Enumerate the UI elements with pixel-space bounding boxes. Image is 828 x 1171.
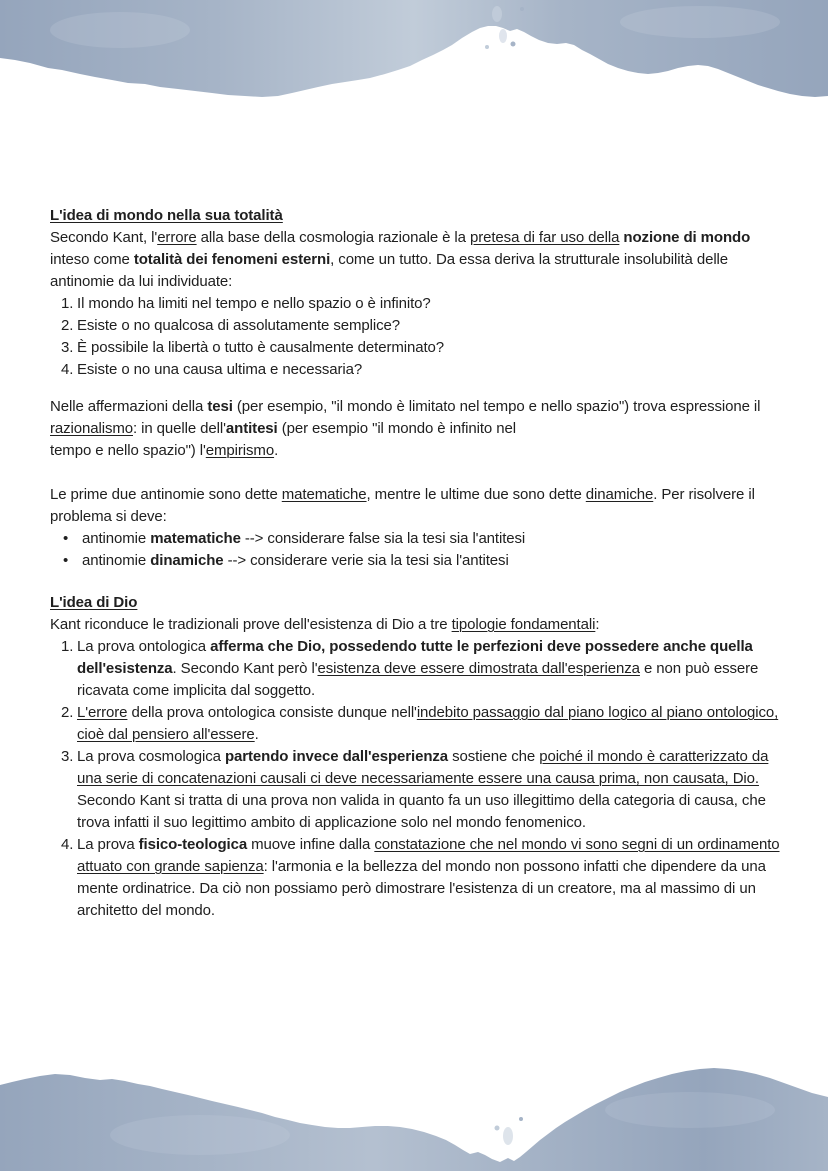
watercolor-bottom-decoration [0,1040,828,1171]
text-run: afferma che Dio, possedendo tutte le perfezioni deve possedere anche quella dell'esistenza [77,638,753,677]
text-run: (per esempio, "il mondo è limitato nel tempo e nello spazio") trova espressione il [232,398,761,415]
bullet-marker: • [63,530,69,547]
text-run: --> considerare false sia la tesi sia l'antitesi [240,530,526,547]
text-run: nozione di mondo [623,229,751,246]
text-run: antinomie [82,552,151,569]
text-run: pretesa di far uso della [469,229,620,246]
list-item [50,834,788,922]
paint-splatter [503,1127,513,1145]
text-run: alla base della cosmologia razionale è la [196,229,470,246]
paragraph [50,614,788,636]
text-run: La prova cosmologica [77,748,225,765]
section-heading [50,592,788,614]
text-run: . [254,726,259,743]
text-run: tipologie fondamentali [451,616,596,633]
bullet-list [50,528,788,572]
text-run: Il mondo ha limiti nel tempo e nello spazio o è infinito? [77,295,431,312]
number-marker: 2. [61,317,74,334]
list-item [50,746,788,834]
text-run: inteso come [50,251,134,268]
text-run: constatazione che nel mondo vi sono segni di un ordinamento attuato con grande sapienza [77,836,780,875]
number-marker: 4. [61,836,74,853]
text-run: . Per risolvere il problema si deve: [50,486,755,525]
list-item [50,702,788,746]
note-content [50,205,788,922]
text-run: È possibile la libertà o tutto è causalmente determinato? [77,339,445,356]
text-run: matematiche [281,486,367,503]
section-heading [50,205,788,227]
list-item [50,337,788,359]
paragraph [50,484,788,528]
text-run: dinamiche [150,552,224,569]
list-item [50,636,788,702]
paint-splatter [519,1117,523,1121]
number-marker: 1. [61,295,74,312]
watercolor-top-decoration [0,0,828,120]
text-run: indebito passaggio dal piano logico al piano ontologico, cioè dal pensiero all'essere [77,704,779,743]
text-run: , mentre le ultime due sono dette [366,486,586,503]
list-item [50,528,788,550]
paint-texture [620,6,780,38]
paint-splatter [485,45,489,49]
list-item [50,359,788,381]
text-run: sostiene che [448,748,540,765]
bullet-marker: • [63,552,69,569]
text-run: tempo e nello spazio") l' [50,442,206,459]
text-run: razionalismo [50,420,133,437]
number-marker: 2. [61,704,74,721]
number-marker: 4. [61,361,74,378]
paragraph [50,396,788,462]
text-run: Kant riconduce le tradizionali prove dell'esistenza di Dio a tre [50,616,452,633]
text-run: Le prime due antinomie sono dette [50,486,282,503]
list-item [50,293,788,315]
paint-texture [110,1115,290,1155]
text-run: muove infine dalla [247,836,375,853]
text-run: Nelle affermazioni della [50,398,208,415]
numbered-list [50,636,788,922]
text-run: Secondo Kant, l' [50,229,158,246]
number-marker: 3. [61,339,74,356]
text-run: La prova ontologica [77,638,211,655]
paint-splatter [499,29,507,43]
text-run: della prova ontologica consiste dunque nell' [127,704,417,721]
text-run: empirismo [205,442,275,459]
text-run: Esiste o no qualcosa di assolutamente semplice? [77,317,400,334]
text-run: e non può essere ricavata come implicita dal soggetto. [77,660,759,699]
text-run: partendo invece dall'esperienza [224,748,449,765]
text-run: L'idea di mondo nella sua totalità [50,207,283,224]
paint-splatter [511,42,516,47]
text-run: Secondo Kant si tratta di una prova non valida in quanto fa un uso illegittimo della categoria di causa, che trova infatti il suo legittimo ambito di applicazione solo nel mondo fenomenico. [77,792,766,831]
paint-splatter [492,6,502,22]
text-run: : [595,616,600,633]
text-run: matematiche [150,530,241,547]
text-run: La prova [77,836,139,853]
paint-splatter [520,7,524,11]
text-run: --> considerare verie sia la tesi sia l'antitesi [223,552,509,569]
text-run: . [274,442,279,459]
paint-texture [50,12,190,48]
text-run: esistenza deve essere dimostrata dall'esperienza [317,660,640,677]
text-run: : in quelle dell' [133,420,226,437]
paint-texture [605,1092,775,1128]
text-run: (per esempio "il mondo è infinito nel [277,420,516,437]
text-run: antinomie [82,530,151,547]
text-run: tesi [207,398,233,415]
text-run: poiché il mondo è caratterizzato da una serie di concatenazioni causali ci deve necessariamente essere una causa prima, non causata, Dio. [77,748,769,787]
list-item [50,550,788,572]
number-marker: 1. [61,638,74,655]
text-run: antitesi [225,420,278,437]
text-run: dinamiche [585,486,654,503]
text-run: . Secondo Kant però l' [172,660,318,677]
text-run: , come un tutto. Da essa deriva la strutturale insolubilità delle antinomie da lui individuate: [50,251,729,290]
text-run: L'idea di Dio [50,594,138,611]
text-run: fisico-teologica [138,836,248,853]
text-run: : l'armonia e la bellezza del mondo non possono infatti che dipendere da una mente ordinatrice. Da ciò non possiamo però dimostrare l'esistenza di un creatore, ma al massimo di un architetto del mondo. [77,858,766,919]
text-run: L'errore [77,704,128,721]
text-run: Esiste o no una causa ultima e necessaria? [77,361,363,378]
number-marker: 3. [61,748,74,765]
text-run: totalità dei fenomeni esterni [133,251,331,268]
paint-splatter [495,1126,500,1131]
paragraph [50,227,788,293]
text-run: errore [157,229,197,246]
numbered-list [50,293,788,381]
list-item [50,315,788,337]
